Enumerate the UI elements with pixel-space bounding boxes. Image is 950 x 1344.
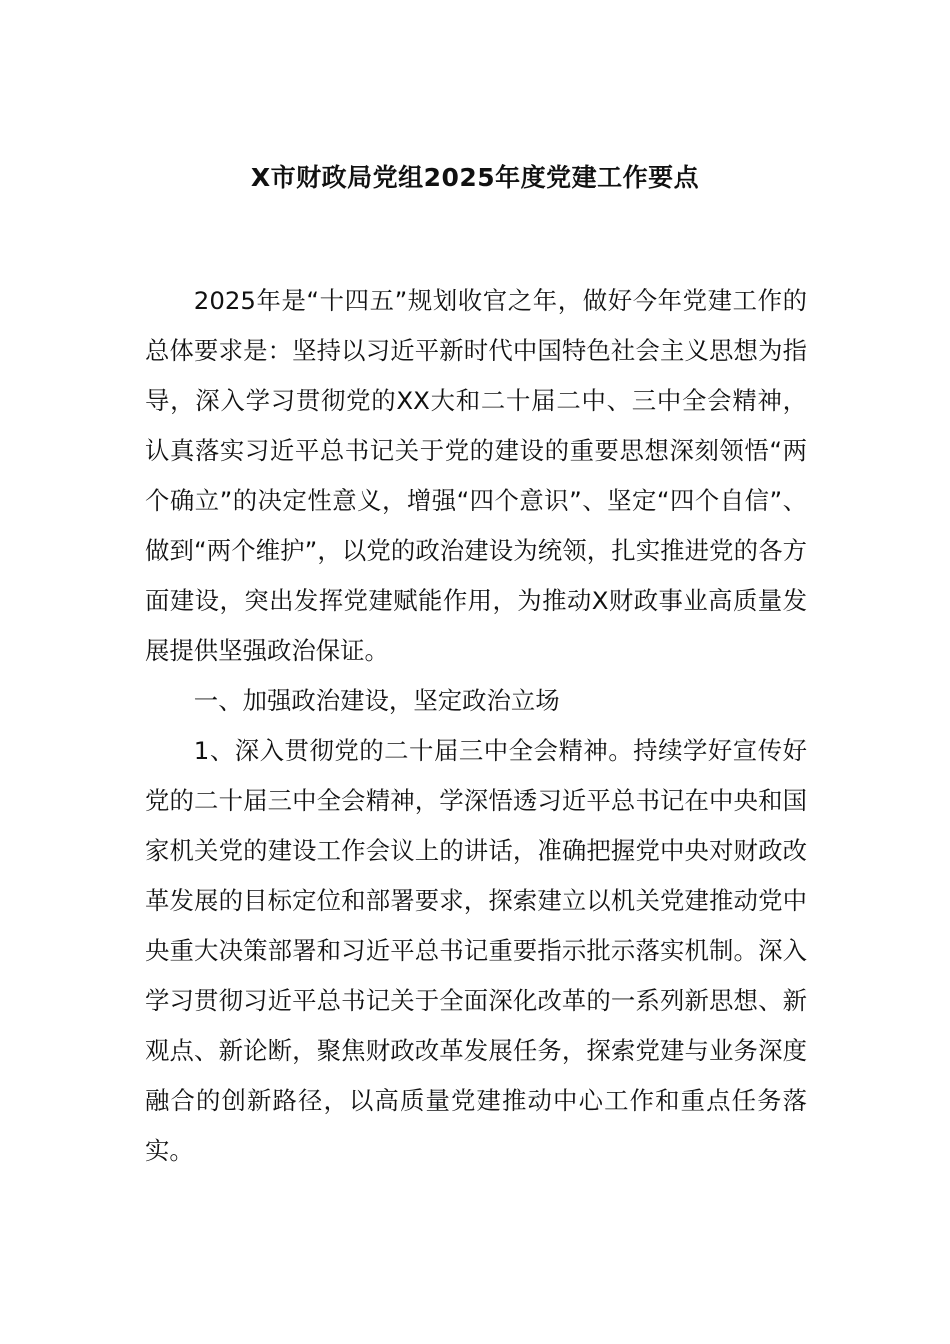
paragraph-item-1: 1、深入贯彻党的二十届三中全会精神。持续学好宣传好党的二十届三中全会精神，学深悟透习近平总书记在中央和国家机关党的建设工作会议上的讲话，准确把握党中央对财政改革发展的目标定位和部署要求，探索建立以机关党建推动党中央重大决策部署和习近平总书记重要指示批示落实机制。深入学习贯彻习近平总书记关于全面深化改革的一系列新思想、新观点、新论断，聚焦财政改革发展任务，探索党建与业务深度融合的创新路径，以高质量党建推动中心工作和重点任务落实。 <box>145 736 807 1165</box>
paragraph-intro: 2025年是“十四五”规划收官之年，做好今年党建工作的总体要求是：坚持以习近平新时代中国特色社会主义思想为指导，深入学习贯彻党的XX大和二十届二中、三中全会精神，认真落实习近平总书记关于党的建设的重要思想深刻领悟“两个确立”的决定性意义，增强“四个意识”、坚定“四个自信”、做到“两个维护”，以党的政治建设为统领，扎实推进党的各方面建设，突出发挥党建赋能作用，为推动X财政事业高质量发展提供坚强政治保证。 <box>145 286 807 665</box>
document-body <box>145 276 807 1176</box>
document-title: X市财政局党组2025年度党建工作要点 <box>250 163 700 192</box>
section-heading: 一、加强政治建设，坚定政治立场 <box>193 686 560 715</box>
